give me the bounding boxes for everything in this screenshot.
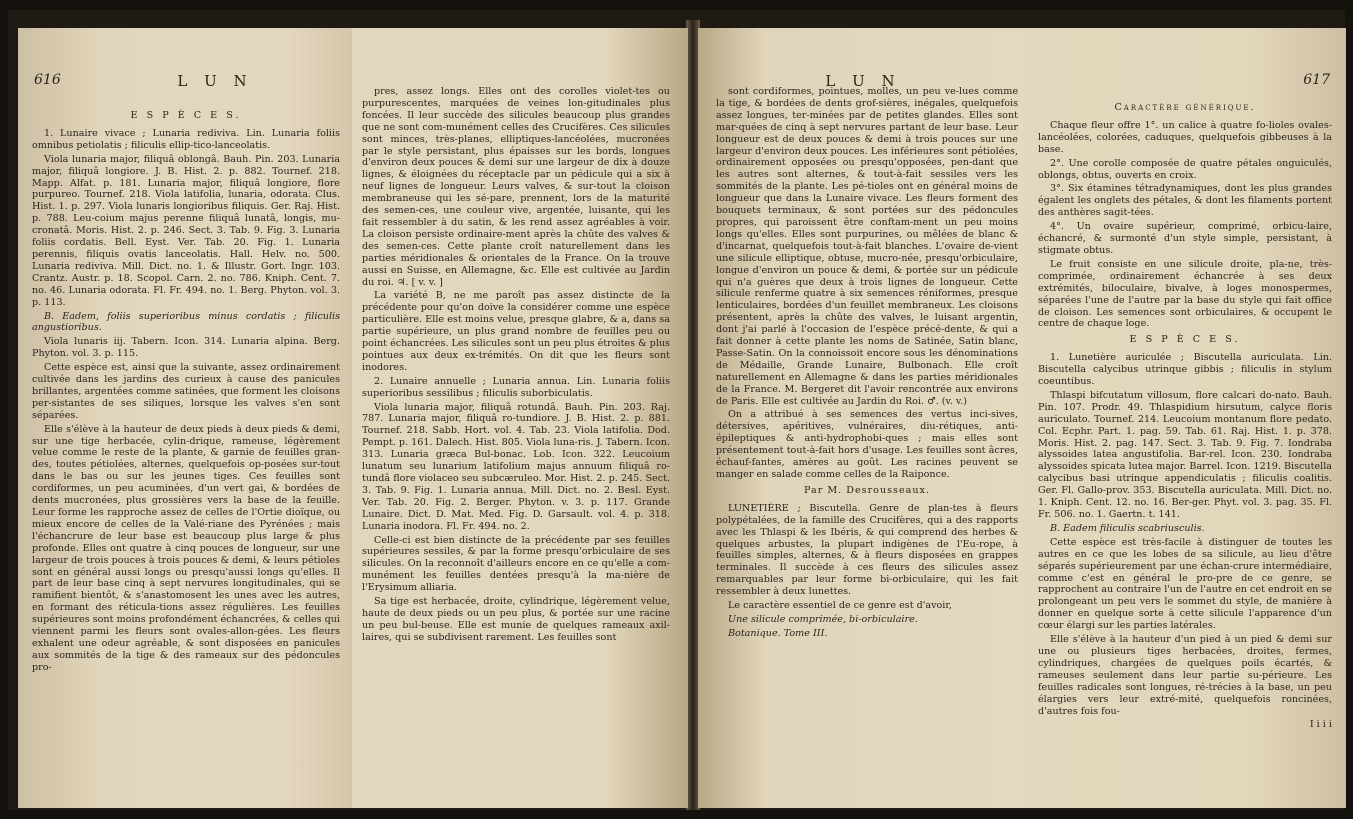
paragraph: 2°. Une corolle composée de quatre pétales onguiculés, oblongs, obtus, ouverts en croix. xyxy=(1038,157,1332,181)
running-head-right: L U N xyxy=(825,72,901,90)
paragraph: On a attribué à ses semences des vertus inci-sives, détersives, apéritives, vulnéraires, diu-rétiques, anti-épileptiques & anti-hydrophobi-ques ; mais elles sont présentement tout-à-fait hors d'usage. Les feuilles sont âcres, échauf-fantes, amères au goût. Les racines peuvent se manger en salade comme celles de la Raiponce. xyxy=(716,409,1018,480)
paragraph: B. Eadem filiculis scabriusculis. xyxy=(1050,522,1205,534)
paragraph: 3°. Six étamines tétradynamiques, dont les plus grandes égalent les onglets des pétales, & dont les filaments portent des anthères sagit-tées. xyxy=(1038,183,1332,219)
volume-signature: Botanique. Tome III. xyxy=(728,627,828,639)
paragraph: Elle s'élève à la hauteur d'un pied à un pied & demi sur une ou plusieurs tiges herbacées, droites, fermes, cylindriques, chargées de quelques poils écartés, & rameuses seulement dans leur partie su-périeure. Les feuilles radicales sont longues, ré-trécies à la base, un peu élargies vers leur extré-mité, quelquefois roncinées, d'autres fois fou- xyxy=(1038,634,1332,717)
paragraph: 1. Lunetière auriculée ; Biscutella auriculata. Lin. Biscutella calycibus utrinque gibbis ; filiculis in stylum coeuntibus. xyxy=(1038,352,1332,388)
paragraph: pres, assez longs. Elles ont des corolles violet-tes ou purpurescentes, marquées de veines lon-gitudinales plus foncées. Il leur succède des silicules beaucoup plus grandes que ne sont com-munément celles des Crucifères. Ces silicules sont minces, très-planes, elliptiques-lancéolées, mucronées par le style persistant, plus épaisses sur les bords, longues d'environ deux pouces & demi sur une largeur de dix à douze lignes, & éloignées du réceptacle par un pédicule qui a six à neuf lignes de longueur. Leurs valves, & sur-tout la cloison membraneuse qui les sé-pare, prennent, lors de la maturité des semen-ces, une couleur vive, argentée, luisante, qui les fait ressembler à du satin, & les rend assez agréables à voir. La cloison persiste ordinaire-ment après la chûte des valves & des semen-ces. Cette plante croît naturellement dans les parties méridionales & orientales de la France. On la trouve aussi en Suisse, en Allemagne, &c. Elle est cultivée au Jardin du roi. ♃. [ v. v. ] xyxy=(362,86,670,288)
page-number-right: 617 xyxy=(1303,72,1330,88)
character-heading: Caractère générique. xyxy=(1114,102,1256,113)
page-number-left: 616 xyxy=(34,72,61,88)
right-column-1-text xyxy=(716,86,1018,794)
paragraph: Thlaspi bifcutatum villosum, flore calcari do-nato. Bauh. Pin. 107. Prodr. 49. Thlaspidium hirsutum, calyce floris auriculato. Tournef. 214. Leucoium montanum flore pedato. Col. Ecphr. Part. 1. pag. 59. Tab. 61. Raj. Hist. 1. p. 378. Moris. Hist. 2. pag. 147. Sect. 3. Tab. 9. Fig. 7. Iondraba alyssoides latea angustifolia. Bar-rel. Icon. 230. Iondraba alyssoides spicata lutea major. Barrel. Icon. 1219. Biscutella calycibus basi utrinque appendiculatis ; filiculis coalitis. Ger. Fl. Gallo-prov. 353. Biscutella auriculata. Mill. Dict. no. 1. Kniph. Cent. 12. no. 16. Ber-ger. Phyt. vol. 3. pag. 35. Fl. Fr. 506. no. 1. Gaertn. t. 141. xyxy=(1038,389,1332,520)
running-head-left: L U N xyxy=(177,72,253,90)
paragraph: Viola lunaris iij. Tabern. Icon. 314. Lunaria alpina. Berg. Phyton. vol. 3. p. 115. xyxy=(32,336,340,360)
paragraph: Viola lunaria major, filiquâ rotundâ. Bauh. Pin. 203. Raj. 787. Lunaria major, filiquâ ro-tundiore. J. B. Hist. 2. p. 881. Tournef. 218. Sabb. Hort. vol. 4. Tab. 23. Viola latifolia. Dod. Pempt. p. 161. Dalech. Hist. 805. Viola luna-ris. J. Tabern. Icon. 313. Lunaria græca Bul-bonac. Lob. Icon. 322. Leucoium lunatum seu lunarium latifolium majus annuum filiquâ ro-tundâ flore violaceo seu subcæruleo. Mor. Hist. 2. p. 245. Sect. 3. Tab. 9. Fig. 1. Lunaria annua. Mill. Dict. no. 2. Besl. Eyst. Ver. Tab. 20. Fig. 2. Berger. Phyton. v. 3. p. 117. Grande Lunaire. Dict. D. Mat. Med. Fig. D. Garsault. vol. 4. p. 318. Lunaria inodora. Fl. Fr. 494. no. 2. xyxy=(362,401,670,532)
paragraph: Elle s'élève à la hauteur de deux pieds à deux pieds & demi, sur une tige herbacée, cylin-drique, rameuse, légèrement velue comme le reste de la plante, & garnie de feuilles gran-des, toutes pétiolées, alternes, quelquefois op-posées sur-tout dans le bas ou sur les jeunes tiges. Ces feuilles sont cordiformes, un peu acuminées, d'un vert gai, & bordées de dents mucronées, plus grossières vers la base de la feuille. Leur forme les rapproche assez de celles de l'Ortie dioïque, ou mieux encore de celles de la Valé-riane des Pyrénées ; mais l'échancrure de leur base est beaucoup plus large & plus profonde. Elles ont quatre à cinq pouces de longueur, sur une largeur de trois pouces à trois pouces & demi, & leurs pétioles sont en général aussi longs ou presqu'aussi longs qu'elles. Il part de leur base cinq à sept nervures longitudinales, qui se ramifient bientôt, & s'anastomosent les unes avec les autres, en formant des réticula-tions assez régulières. Les feuilles supérieures sont moins profondément échancrées, & celles qui viennent parmi les fleurs sont ovales-allon-gées. Les fleurs exhalent une odeur agréable, & sont disposées en panicules aux sommités de la tige & des rameaux sur des pédoncules pro- xyxy=(32,423,340,673)
author-line: Par M. Desrousseaux. xyxy=(803,484,931,496)
paragraph: Le caractère essentiel de ce genre est d'avoir, xyxy=(728,600,952,612)
open-book xyxy=(8,10,1345,810)
section-heading-especes: E S P È C E S. xyxy=(130,110,242,121)
paragraph: Celle-ci est bien distincte de la précédente par ses feuilles supérieures sessiles, & par la forme presqu'orbiculaire de ses silicules. On la reconnoît d'ailleurs encore en ce qu'elle a com-munément les feuilles dentées presqu'à la ma-nière de l'Erysimum alliaria. xyxy=(362,534,670,594)
paragraph: Chaque fleur offre 1°. un calice à quatre fo-lioles ovales-lancéolées, colorées, caduques, quelquefois gibbeuses à la base. xyxy=(1038,119,1332,155)
paragraph: 4°. Un ovaire supérieur, comprimé, orbicu-laire, échancré, & surmonté d'un style simple, persistant, à stigmate obtus. xyxy=(1038,221,1332,256)
paragraph: Une silicule comprimée, bi-orbiculaire. xyxy=(728,613,918,625)
paragraph: LUNETIÈRE ; Biscutella. Genre de plan-tes à fleurs polypétalées, de la famille des Crucifères, qui a des rapports avec les Thlaspi & les Ibéris, & qui comprend des herbes & quelques arbustes, la plupart indigènes de l'Eu-rope, à feuilles simples, alternes, & à fleurs disposées en grappes terminales. Il succède à ces fleurs des silicules assez remarquables par leur forme bi-orbiculaire, qui les fait ressembler à deux lunettes. xyxy=(716,502,1018,598)
paragraph: sont cordiformes, pointues, molles, un peu ve-lues comme la tige, & bordées de dents grof-sières, inégales, quelquefois assez longues, ter-minées par de petites glandes. Elles sont mar-quées de cinq à sept nervures partant de leur base. Leur longueur est de deux pouces & demi à trois pouces sur une largeur d'environ deux pouces. Les inférieures sont pétiolées, ordinairement opposées ou presqu'opposées, pen-dant que les autres sont alternes, & tout-à-fait sessiles vers les sommités de la plante. Les pé-tioles ont en général moins de longueur que dans la Lunaire vivace. Les fleurs forment des bouquets terminaux, & sont portées sur des pédoncules propres, qui paroissent être conftam-ment un peu moins longs qu'elles. Elles sont purpurines, ou mêlées de blanc & d'incarnat, quelquefois tout-à-fait blanches. L'ovaire de-vient une silicule elliptique, obtuse, mucro-née, presqu'orbiculaire, longue d'environ un pouce & demi, & portée sur un pédicule qui n'a guères que deux à trois lignes de longueur. Cette silicule renferme quatre à six semences réniformes, presque lenticulaires, bordées d'un feuillet membraneux. Les cloisons présentent, après la chûte des valves, le luisant argentin, dont j'ai parlé à l'occasion de l'espèce précé-dente, & qui a fait donner à cette plante les noms de Satinée, Satin blanc, Passe-Satin. On la connoissoit encore sous les dénominations de Médaille, Grande Lunaire, Bulbonach. Elle croît naturellement en Allemagne & dans les parties méridionales de la France. M. Bergeret dit l'avoir rencontrée aux environs de Paris. Elle est cultivée au Jardin du Roi. ♂. (v. v.) xyxy=(716,86,1018,407)
right-page-header-col2 xyxy=(1028,72,1346,96)
paragraph: 2. Lunaire annuelle ; Lunaria annua. Lin. Lunaria foliis superioribus sessilibus ; filiculis suborbiculatis. xyxy=(362,375,670,399)
paragraph: Le fruit consiste en une silicule droite, pla-ne, très-comprimée, ordinairement échancrée à ses deux extrémités, biloculaire, bivalve, à loges monospermes, séparées l'une de l'autre par la base du style qui fait office de cloison. Les semences sont orbiculaires, & occupent le centre de chaque loge. xyxy=(1038,258,1332,330)
paragraph: 1. Lunaire vivace ; Lunaria rediviva. Lin. Lunaria foliis omnibus petiolatis ; filiculis ellip-tico-lanceolatis. xyxy=(32,127,340,151)
left-page-header xyxy=(18,72,352,96)
left-page-column-2 xyxy=(352,28,688,808)
signature-mark: I i i i xyxy=(1309,719,1332,731)
paragraph: B. Eadem, foliis superioribus minus cordatis ; filiculis angustioribus. xyxy=(32,310,340,334)
section-heading-especes: E S P È C E S. xyxy=(1129,334,1241,346)
right-page-column-2 xyxy=(1028,28,1346,808)
right-column-2-text xyxy=(1038,98,1332,794)
paragraph: Sa tige est herbacée, droite, cylindrique, légèrement velue, haute de deux pieds ou un peu plus, & portée sur une racine un peu bul-beuse. Elle est munie de quelques rameaux axil-laires, qui se subdivisent rarement. Les feuilles sont xyxy=(362,596,670,643)
left-column-2-text xyxy=(362,86,670,794)
paragraph: La variété B, ne me paroît pas assez distincte de la précédente pour qu'on doive la considérer comme une espèce particulière. Elle est moins velue, presque glabre, & a, dans sa partie supérieure, un plus grand nombre de feuilles peu ou point échancrées. Les silicules sont un peu plus étroites & plus pointues aux deux ex-trémités. On dit que les fleurs sont inodores. xyxy=(362,290,670,373)
paragraph: Cette espèce est, ainsi que la suivante, assez ordinairement cultivée dans les jardins des curieux à cause des panicules brillantes, argentées comme satinées, que forment les cloisons per-sistantes de ses siliques, lorsque les valves s'en sont séparées. xyxy=(32,362,340,421)
paragraph: Cette espèce est très-facile à distinguer de toutes les autres en ce que les lobes de sa silicule, au lieu d'être séparés supérieurement par une échan-crure intermédiaire, comme c'est en général le pro-pre de ce genre, se rapprochent au contraire l'un de l'autre en cet endroit en se prolongeant un peu vers le sommet du style, de manière à donner en quelque sorte à cette silicule l'apparence d'un cœur élargi sur les parties latérales. xyxy=(1038,536,1332,632)
paragraph: Viola lunaria major, filiquâ oblongâ. Bauh. Pin. 203. Lunaria major, filiquâ longiore. J. B. Hist. 2. p. 882. Tournef. 218. Mapp. Alfat. p. 181. Lunaria major, filiquâ longiore, flore purpureo. Tournef. 218. Viola latifolia, lunaria, odorata. Clus. Hist. 1. p. 297. Viola lunaris longioribus filiquis. Ger. Raj. Hist. p. 788. Leu-coium majus perenne filiquâ lunatâ, longis, mu-cronatâ. Moris. Hist. 2. p. 246. Sect. 3. Tab. 9. Fig. 3. Lunaria foliis cordatis. Bell. Eyst. Ver. Tab. 20. Fig. 1. Lunaria perennis, filiquis ovatis lanceolatis. Hall. Helv. no. 500. Lunaria rediviva. Mill. Dict. no. 1. & Illustr. Gort. Ingr. 103. Crantz. Austr. p. 18. Scopol. Carn. 2. no. 786. Kniph. Cent. 7. no. 46. Lunaria odorata. Fl. Fr. 494. no. 1. Berg. Phyton. vol. 3. p. 113. xyxy=(32,153,340,308)
left-column-1-text xyxy=(32,106,340,794)
right-page-column-1 xyxy=(698,28,1028,808)
left-page-column-1 xyxy=(18,28,352,808)
